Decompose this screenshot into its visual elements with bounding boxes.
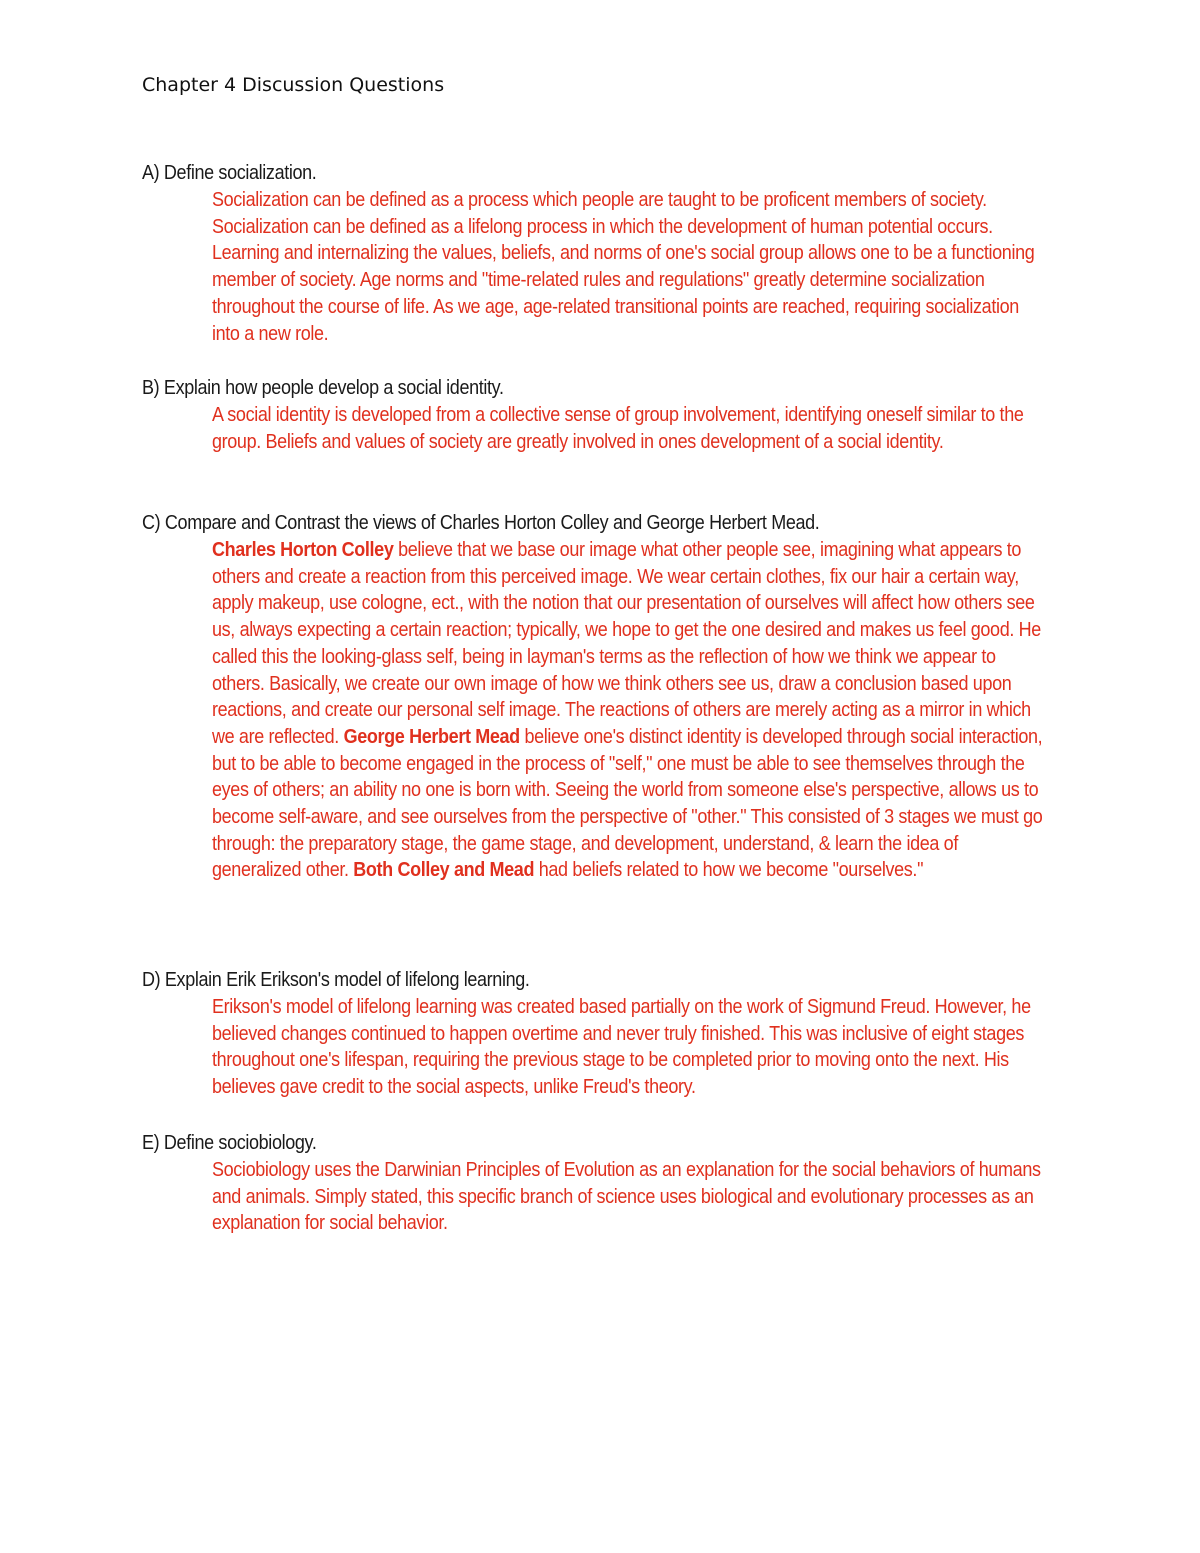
question-block-d [142,967,1062,1101]
question-b: B) Explain how people develop a social identity. [142,377,504,399]
answer-c-bold-cooley: Charles Horton Colley [212,539,394,561]
answer-c-bold-mead: George Herbert Mead [343,725,520,748]
answer-c-text-both: had beliefs related to how we become "ourselves." [534,859,924,882]
question-a: A) Define socialization. [142,162,317,184]
answer-a: Socialization can be defined as a process which people are taught to be proficent members of society. Socialization can be defined as a lifelong process in which the development of human potential occurs. Learning and internalizing the values, beliefs, and norms of one's social group allows one to be a functioning member of society. Age norms and "time-related rules and regulations" greatly determine socialization throughout the course of life. As we age, age-related transitional points are reached, requiring socialization into a new role. [212,189,1035,345]
answer-e: Sociobiology uses the Darwinian Principles of Evolution as an explanation for the social behaviors of humans and animals. Simply stated, this specific branch of science uses biological and evolutionary processes as an explanation for social behavior. [212,1159,1041,1235]
answer-c-text-mead: believe one's distinct identity is developed through social interaction, but to be able to become engaged in the process of "self," one must be able to see themselves through the eyes of others; an ability no one is born with. Seeing the world from someone else's perspective, allows us to become self-aware, and see ourselves from the perspective of "other." This consisted of 3 stages we must go through: the preparatory stage, the game stage, and development, understand, & learn the idea of generalized other. [212,725,1043,882]
document-title: Chapter 4 Discussion Questions [142,74,445,96]
answer-c-bold-both: Both Colley and Mead [353,859,535,882]
question-d: D) Explain Erik Erikson's model of lifelong learning. [142,969,530,991]
question-block-b [142,375,1062,455]
question-c: C) Compare and Contrast the views of Charles Horton Colley and George Herbert Mead. [142,512,820,534]
question-block-a [142,160,1062,347]
question-block-c [142,510,1062,884]
answer-d: Erikson's model of lifelong learning was created based partially on the work of Sigmund Freud. However, he believed changes continued to happen overtime and never truly finished. This was inclusive of eight stages throughout one's lifespan, requiring the previous stage to be completed prior to moving onto the next. His believes gave credit to the social aspects, unlike Freud's theory. [212,996,1031,1099]
answer-b: A social identity is developed from a collective sense of group involvement, identifying oneself similar to the group. Beliefs and values of society are greatly involved in ones development of a social identity. [212,404,1024,453]
question-block-e [142,1130,1062,1237]
question-e: E) Define sociobiology. [142,1132,317,1154]
answer-c-text-cooley: believe that we base our image what other people see, imagining what appears to others and create a reaction from this perceived image. We wear certain clothes, fix our hair a certain way, apply makeup, use cologne, ect., with the notion that our presentation of ourselves will affect how others see us, always expecting a certain reaction; typically, we hope to get the one desired and makes us feel good. He called this the looking-glass self, being in layman's terms as the reflection of how we think we appear to others. Basically, we create our own image of how we think others see us, draw a conclusion based upon reactions, and create our personal self image. The reactions of others are merely acting as a mirror in which we are reflected. [212,539,1041,748]
answer-c [212,537,1049,884]
